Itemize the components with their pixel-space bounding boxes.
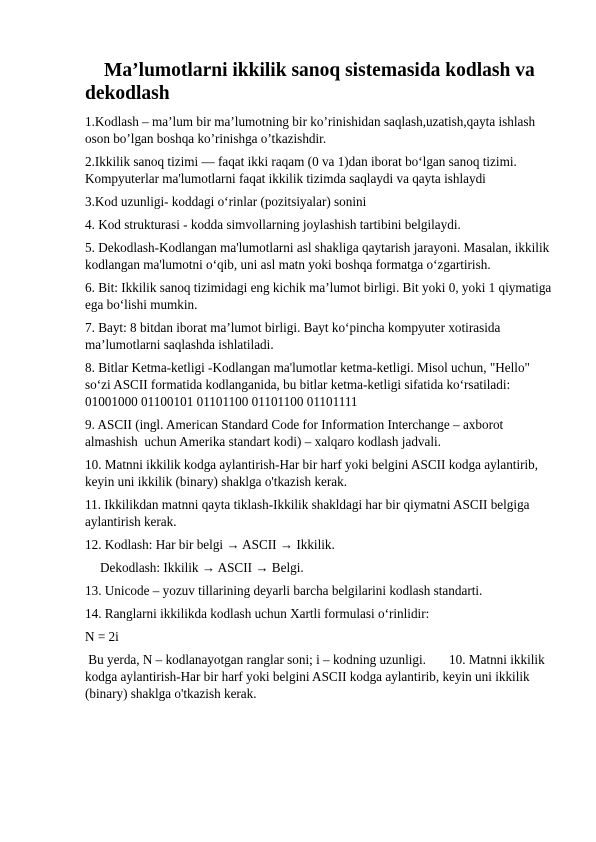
paragraph: 4. Kod strukturasi - kodda simvollarning joylashish tartibini belgilaydi. (85, 217, 461, 232)
paragraph: 2.Ikkilik sanoq tizimi — faqat ikki raqam (0 va 1)dan iborat bo‘lgan sanoq tizimi. Kompyuterlar ma'lumotlarni faqat ikkilik tizimda saqlaydi va qayta ishlaydi (85, 154, 521, 186)
document-title: Ma’lumotlarni ikkilik sanoq sistemasida kodlash va dekodlash (85, 60, 535, 104)
paragraph: 7. Bayt: 8 bitdan iborat ma’lumot birligi. Bayt ko‘pincha kompyuter xotirasida ma’lumotlarni saqlashda ishlatiladi. (85, 320, 504, 352)
paragraph: 11. Ikkilikdan matnni qayta tiklash-Ikkilik shakldagi har bir qiymatni ASCII belgiga aylantirish kerak. (85, 497, 533, 529)
paragraph: 3.Kod uzunligi- koddagi o‘rinlar (pozitsiyalar) sonini (85, 194, 367, 209)
paragraph: Dekodlash: Ikkilik → ASCII → Belgi. (100, 560, 304, 575)
paragraph: 6. Bit: Ikkilik sanoq tizimidagi eng kichik ma’lumot birligi. Bit yoki 0, yoki 1 qiymatiga ega bo‘lishi mumkin. (85, 280, 555, 312)
paragraph: 14. Ranglarni ikkilikda kodlash uchun Xartli formulasi o‘rinlidir: (85, 606, 430, 621)
paragraph: 1.Kodlash – ma’lum bir ma’lumotning bir ko’rinishidan saqlash,uzatish,qayta ishlash oson bo’lgan boshqa ko’rinishga o’tkazishdir. (85, 114, 539, 146)
paragraph: Bu yerda, N – kodlanayotgan ranglar soni; i – kodning uzunligi. 10. Matnni ikkilik kodga aylantirish-Har bir harf yoki belgini ASCII kodga aylantirib, keyin uni ikkilik (binary) shaklga o'tkazish kerak. (85, 652, 548, 701)
document-body (85, 113, 555, 708)
paragraph: 9. ASCII (ingl. American Standard Code for Information Interchange – axborot almashish uchun Amerika standart kodi) – xalqaro kodlash jadvali. (85, 417, 507, 449)
paragraph: 8. Bitlar Ketma-ketligi -Kodlangan ma'lumotlar ketma-ketligi. Misol uchun, "Hello" so‘zi ASCII formatida kodlanganida, bu bitlar ketma-ketligi sifatida ko‘rsatiladi: 01001000 01100101 01101100 01101100 01101111 (85, 360, 534, 409)
paragraph: 13. Unicode – yozuv tillarining deyarli barcha belgilarini kodlash standarti. (85, 583, 483, 598)
paragraph: 12. Kodlash: Har bir belgi → ASCII → Ikkilik. (85, 537, 335, 552)
formula: N = 2i (85, 629, 119, 644)
paragraph: 10. Matnni ikkilik kodga aylantirish-Har bir harf yoki belgini ASCII kodga aylantirib, keyin uni ikkilik (binary) shaklga o'tkazish kerak. (85, 457, 542, 489)
paragraph: 5. Dekodlash-Kodlangan ma'lumotlarni asl shakliga qaytarish jarayoni. Masalan, ikkilik kodlangan ma'lumotni o‘qib, uni asl matn yoki boshqa formatga o‘zgartirish. (85, 240, 553, 272)
